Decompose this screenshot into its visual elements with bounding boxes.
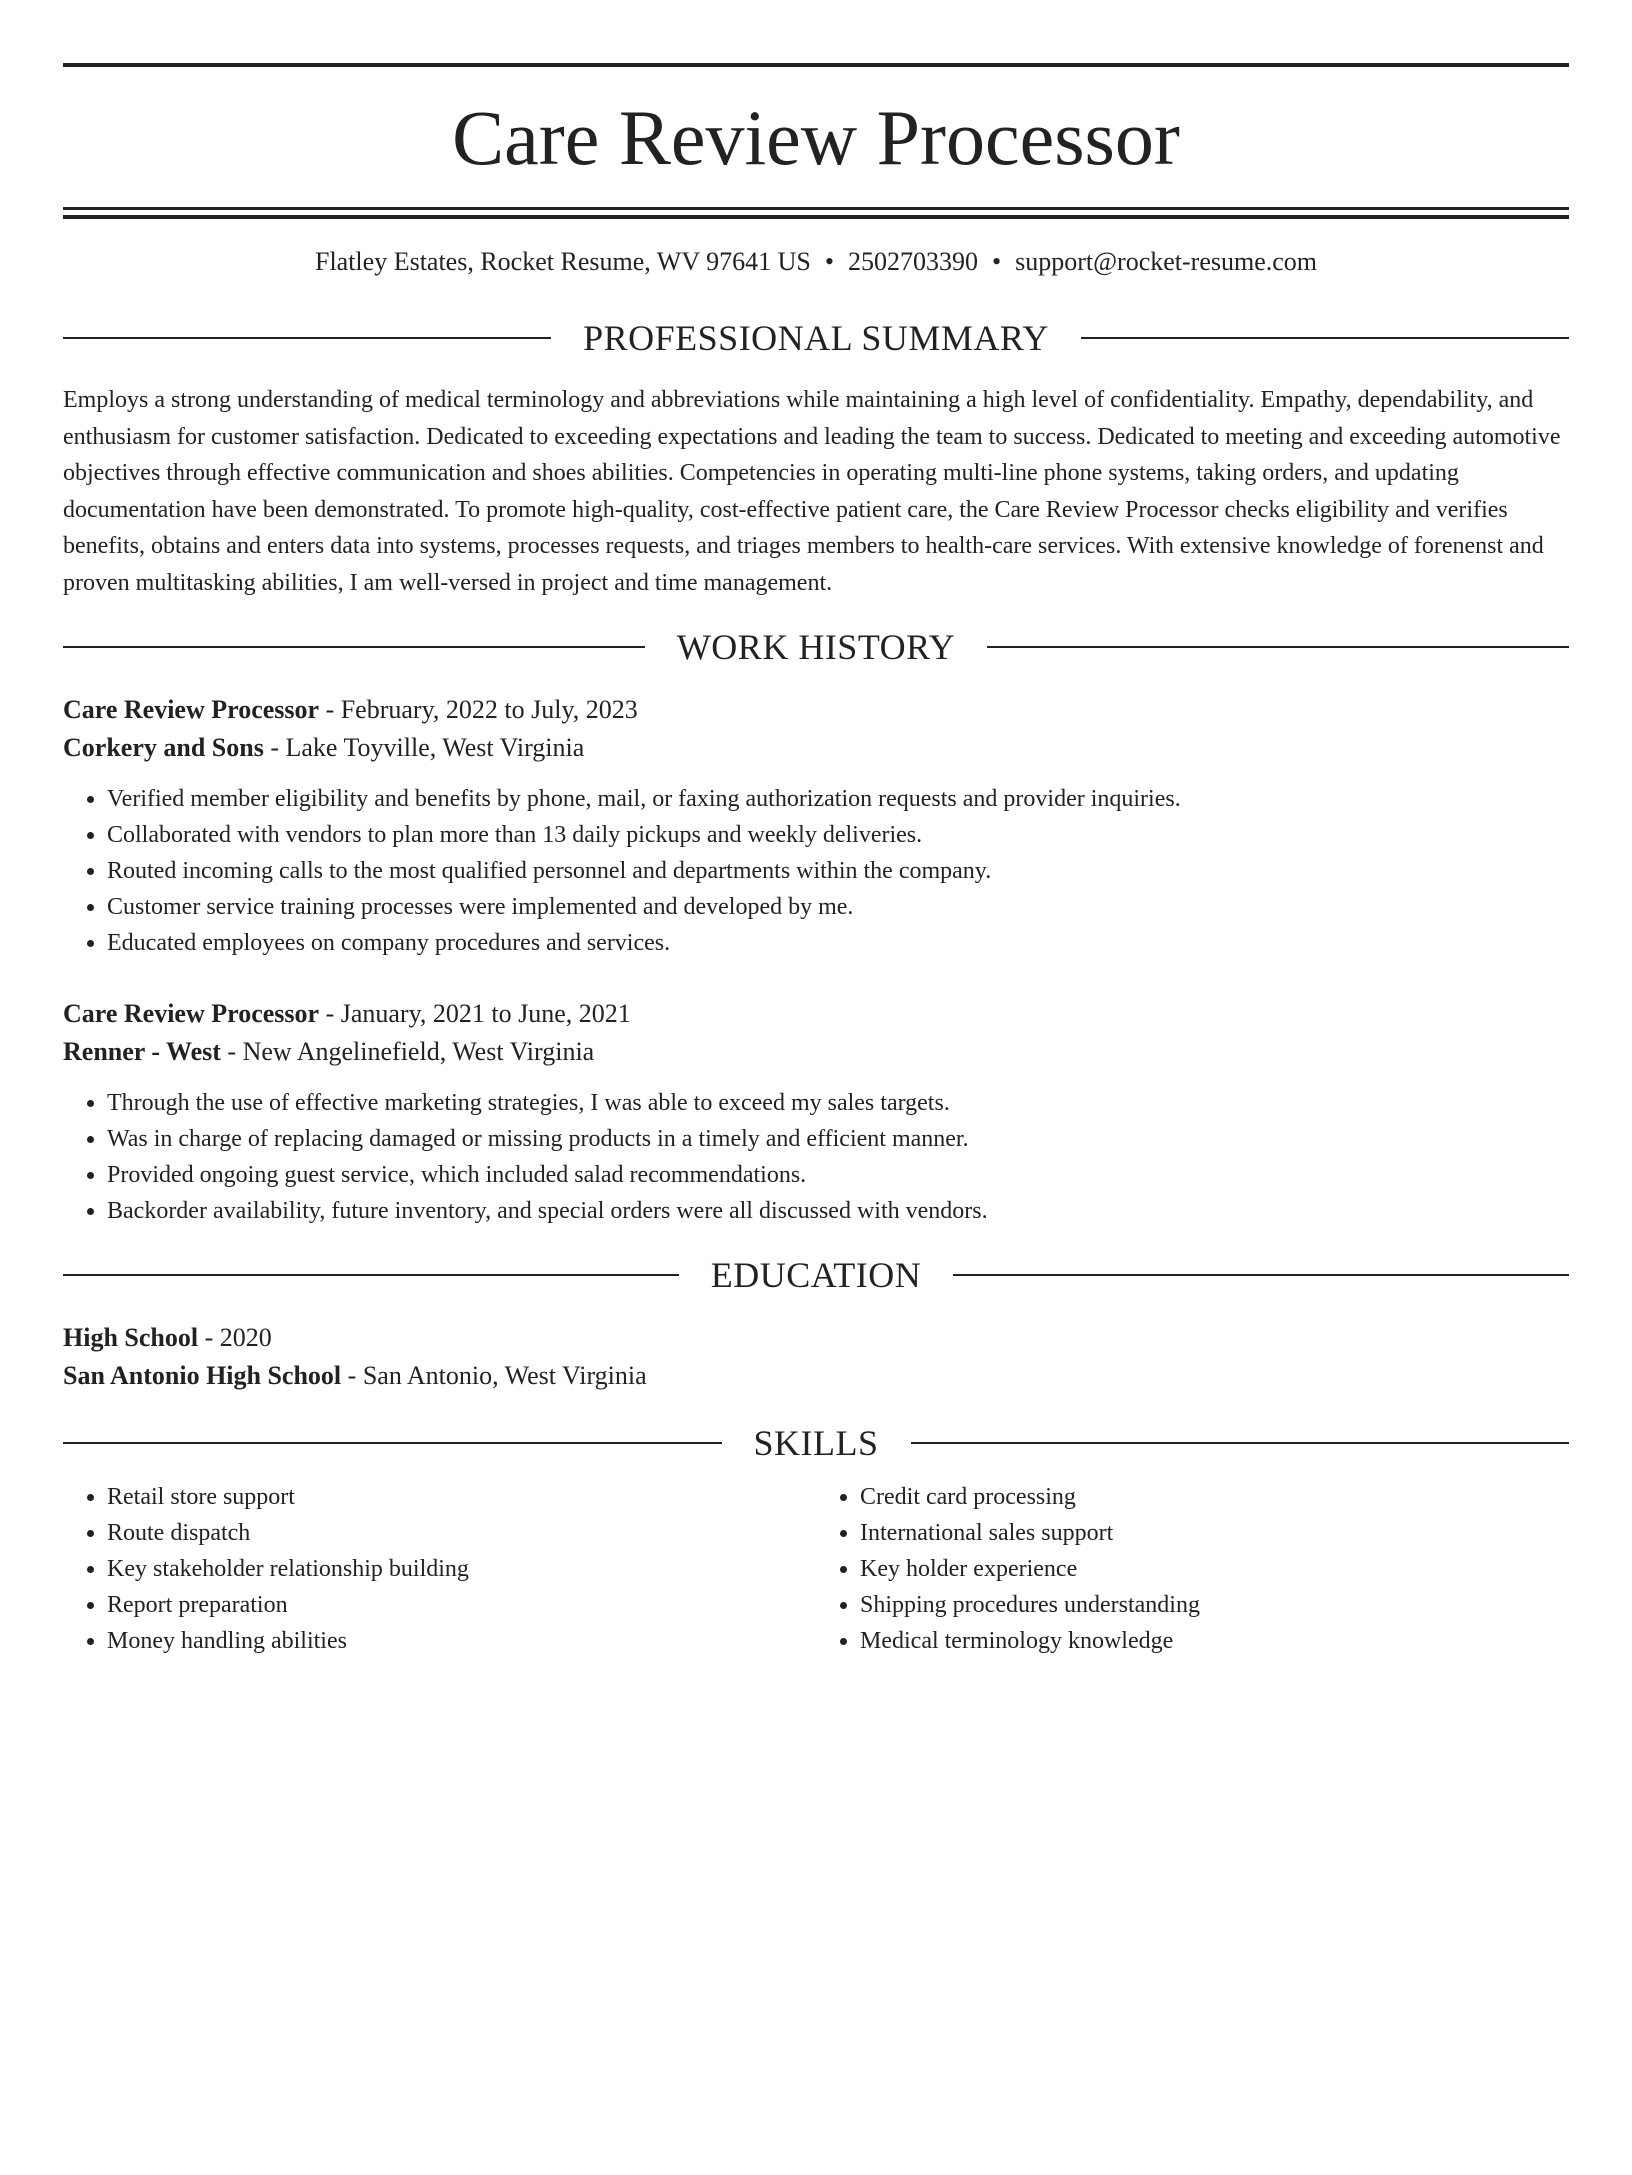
list-item: • Report preparation [107, 1587, 816, 1623]
skills-section-heading [63, 1421, 1569, 1465]
heading-rule-right [987, 646, 1569, 648]
list-item: • Route dispatch [107, 1515, 816, 1551]
job-company-line [63, 729, 1569, 767]
title-double-rule [63, 207, 1569, 219]
job-location: - Lake Toyville, West Virginia [263, 733, 585, 762]
job-company: Corkery and Sons [63, 733, 264, 762]
job-location: - New Angelinefield, West Virginia [220, 1037, 595, 1066]
contact-phone: 2502703390 [847, 247, 978, 276]
list-item: • Retail store support [107, 1479, 816, 1515]
resume-page [0, 63, 1632, 2175]
school-location: - San Antonio, West Virginia [341, 1361, 647, 1390]
heading-rule-left [63, 337, 551, 339]
list-item: • Customer service training processes were implemented and developed by me. [107, 889, 1569, 925]
job-dates: - February, 2022 to July, 2023 [319, 695, 638, 724]
heading-rule-left [63, 646, 645, 648]
job-entry [63, 995, 1569, 1229]
job-title: Care Review Processor [63, 695, 320, 724]
skills-columns [63, 1479, 1569, 1659]
heading-rule-left [63, 1274, 679, 1276]
skills-heading: SKILLS [753, 1423, 879, 1463]
list-item: • International sales support [860, 1515, 1569, 1551]
summary-text: Employs a strong understanding of medical terminology and abbreviations while maintaining a high level of confidentiality. Empathy, dependability, and enthusiasm for customer satisfaction. Dedicated to exceeding expectations and leading the team to success. Dedicated to meeting and exceeding automotive objectives through effective communication and shoes abilities. Competencies in operating multi-line phone systems, taking orders, and updating documentation have been demonstrated. To promote high-quality, cost-effective patient care, the Care Review Processor checks eligibility and verifies benefits, obtains and enters data into systems, processes requests, and triages members to health-care services. With extensive knowledge of forenenst and proven multitasking abilities, I am well-versed in project and time management. [63, 387, 1561, 596]
summary-section-heading [63, 316, 1569, 360]
contact-separator: • [824, 247, 834, 276]
list-item: • Credit card processing [860, 1479, 1569, 1515]
graduation-year: - 2020 [198, 1323, 272, 1352]
heading-rule-right [1081, 337, 1569, 339]
education-entry [63, 1319, 1569, 1395]
heading-rule-right [953, 1274, 1569, 1276]
job-title: Care Review Processor [63, 999, 320, 1028]
education-heading: EDUCATION [710, 1255, 922, 1295]
top-rule [63, 63, 1569, 67]
job-title-line [63, 995, 1569, 1033]
summary-heading: PROFESSIONAL SUMMARY [583, 318, 1049, 358]
list-item: • Medical terminology knowledge [860, 1623, 1569, 1659]
heading-rule-right [911, 1442, 1570, 1444]
heading-rule-left [63, 1442, 722, 1444]
job-bullets [63, 1085, 1569, 1229]
list-item: • Was in charge of replacing damaged or missing products in a timely and efficient manner. [107, 1121, 1569, 1157]
skills-list-left [63, 1479, 816, 1659]
list-item: • Through the use of effective marketing strategies, I was able to exceed my sales targets. [107, 1085, 1569, 1121]
job-title-line [63, 691, 1569, 729]
work-section-heading [63, 625, 1569, 669]
job-entry [63, 691, 1569, 961]
education-section-heading [63, 1253, 1569, 1297]
list-item: • Educated employees on company procedures and services. [107, 925, 1569, 961]
list-item: • Routed incoming calls to the most qualified personnel and departments within the company. [107, 853, 1569, 889]
list-item: • Collaborated with vendors to plan more than 13 daily pickups and weekly deliveries. [107, 817, 1569, 853]
resume-title: Care Review Processor [452, 94, 1180, 181]
job-company: Renner - West [63, 1037, 221, 1066]
list-item: • Provided ongoing guest service, which included salad recommendations. [107, 1157, 1569, 1193]
job-dates: - January, 2021 to June, 2021 [319, 999, 631, 1028]
degree-line [63, 1319, 1569, 1357]
contact-line [63, 246, 1569, 278]
list-item: • Key stakeholder relationship building [107, 1551, 816, 1587]
school-name: San Antonio High School [63, 1361, 342, 1390]
list-item: • Money handling abilities [107, 1623, 816, 1659]
list-item: • Key holder experience [860, 1551, 1569, 1587]
list-item: • Shipping procedures understanding [860, 1587, 1569, 1623]
contact-email: support@rocket-resume.com [1015, 247, 1318, 276]
job-company-line [63, 1033, 1569, 1071]
school-line [63, 1357, 1569, 1395]
degree: High School [63, 1323, 199, 1352]
job-bullets [63, 781, 1569, 961]
skills-list-right [816, 1479, 1569, 1659]
contact-address: Flatley Estates, Rocket Resume, WV 97641 US [314, 247, 811, 276]
list-item: • Verified member eligibility and benefits by phone, mail, or faxing authorization requests and provider inquiries. [107, 781, 1569, 817]
list-item: • Backorder availability, future inventory, and special orders were all discussed with vendors. [107, 1193, 1569, 1229]
contact-separator: • [991, 247, 1002, 276]
work-heading: WORK HISTORY [676, 627, 956, 667]
